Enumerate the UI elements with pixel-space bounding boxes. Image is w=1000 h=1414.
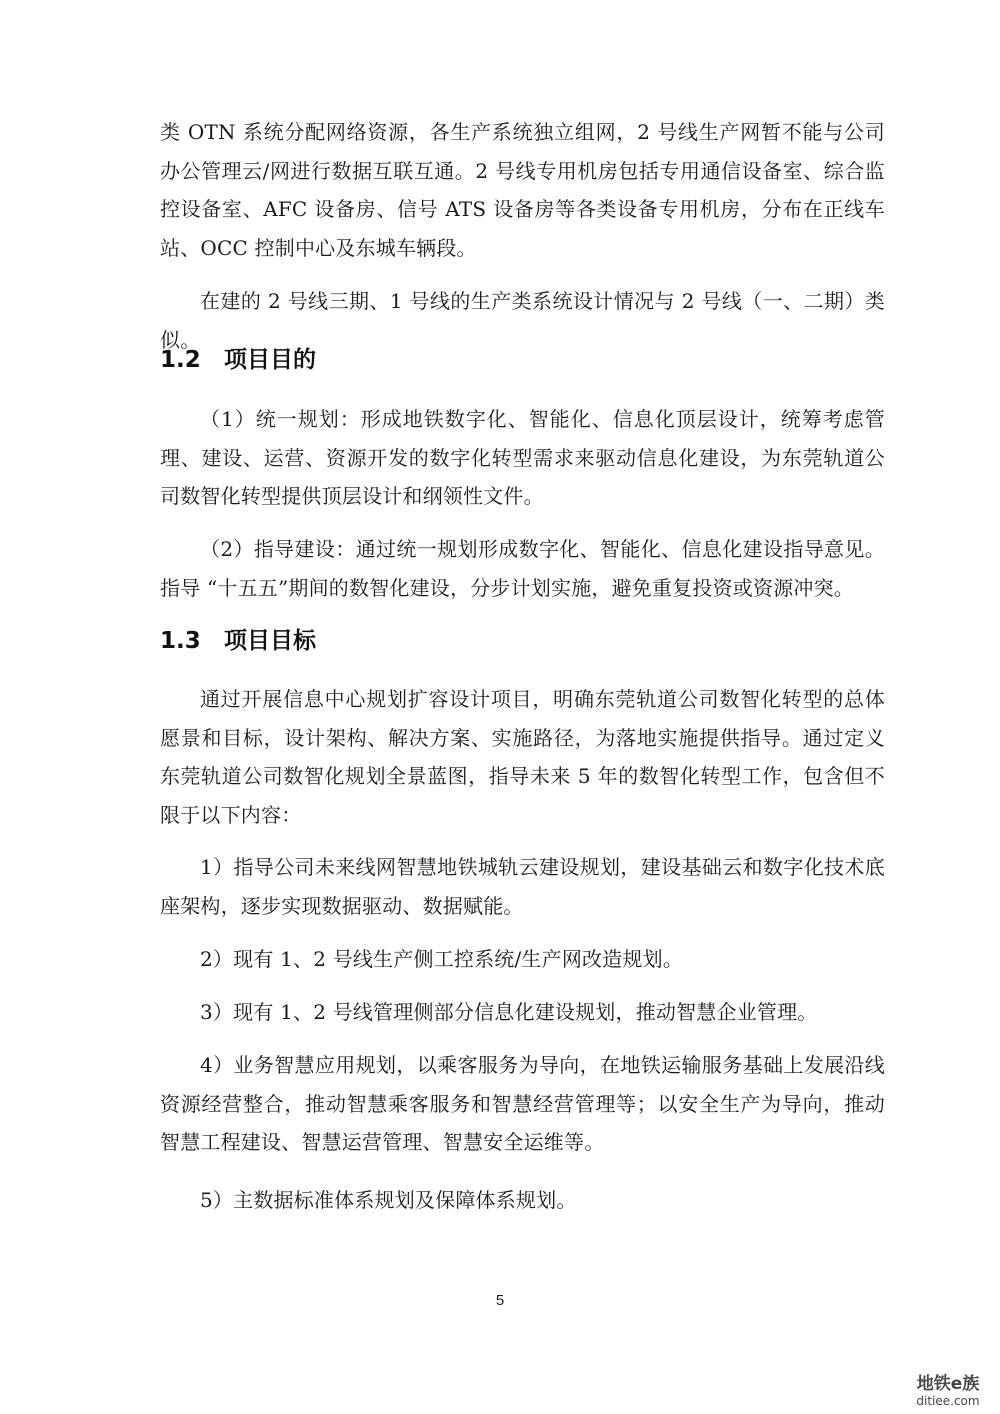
goal-item-2: 2）现有 1、2 号线生产侧工控系统/生产网改造规划。 (200, 947, 684, 971)
page-number: 5 (495, 1292, 505, 1309)
goal-item-3: 3）现有 1、2 号线管理侧部分信息化建设规划，推动智慧企业管理。 (200, 1000, 818, 1024)
section-number: 1.2 (160, 347, 201, 373)
section-title: 项目目标 (224, 628, 316, 654)
paragraph-intro-continued: 类 OTN 系统分配网络资源，各生产系统独立组网，2 号线生产网暂不能与公司办公管理云/网进行数据互联互通。2 号线专用机房包括专用通信设备室、综合监控设备室、AFC 设备房、信号 ATS 设备房等各类设备专用机房，分布在正线车站、OCC 控制中心及东城车辆段。 (160, 120, 885, 260)
paragraph-purpose-1: （1）统一规划：形成地铁数字化、智能化、信息化顶层设计，统筹考虑管理、建设、运营、资源开发的数字化转型需求来驱动信息化建设，为东莞轨道公司数智化转型提供顶层设计和纲领性文件。 (160, 407, 885, 508)
paragraph-goal-intro: 通过开展信息中心规划扩容设计项目，明确东莞轨道公司数智化转型的总体愿景和目标，设计架构、解决方案、实施路径，为落地实施提供指导。通过定义东莞轨道公司数智化规划全景蓝图，指导未来 5 年的数智化转型工作，包含但不限于以下内容： (160, 687, 885, 827)
section-title: 项目目的 (224, 347, 316, 373)
paragraph-purpose-2: （2）指导建设：通过统一规划形成数字化、智能化、信息化建设指导意见。指导 “十五五”期间的数智化建设，分步计划实施，避免重复投资或资源冲突。 (160, 537, 885, 600)
goal-item-5: 5）主数据标准体系规划及保障体系规划。 (200, 1188, 577, 1212)
section-heading-1-2 (160, 345, 316, 375)
paragraph-intro-similar: 在建的 2 号线三期、1 号线的生产类系统设计情况与 2 号线（一、二期）类似。 (160, 289, 885, 352)
watermark-main-text: 地铁e族 (916, 1374, 980, 1394)
watermark-sub-text: ditiee.com (916, 1394, 980, 1408)
section-number: 1.3 (160, 628, 201, 654)
section-heading-1-3 (160, 626, 316, 656)
goal-item-1: 1）指导公司未来线网智慧地铁城轨云建设规划，建设基础云和数字化技术底座架构，逐步实现数据驱动、数据赋能。 (160, 855, 885, 918)
goal-item-4: 4）业务智慧应用规划，以乘客服务为导向，在地铁运输服务基础上发展沿线资源经营整合，推动智慧乘客服务和智慧经营管理等；以安全生产为导向，推动智慧工程建设、智慧运营管理、智慧安全运维等。 (160, 1053, 885, 1154)
watermark-logo (902, 1374, 994, 1408)
